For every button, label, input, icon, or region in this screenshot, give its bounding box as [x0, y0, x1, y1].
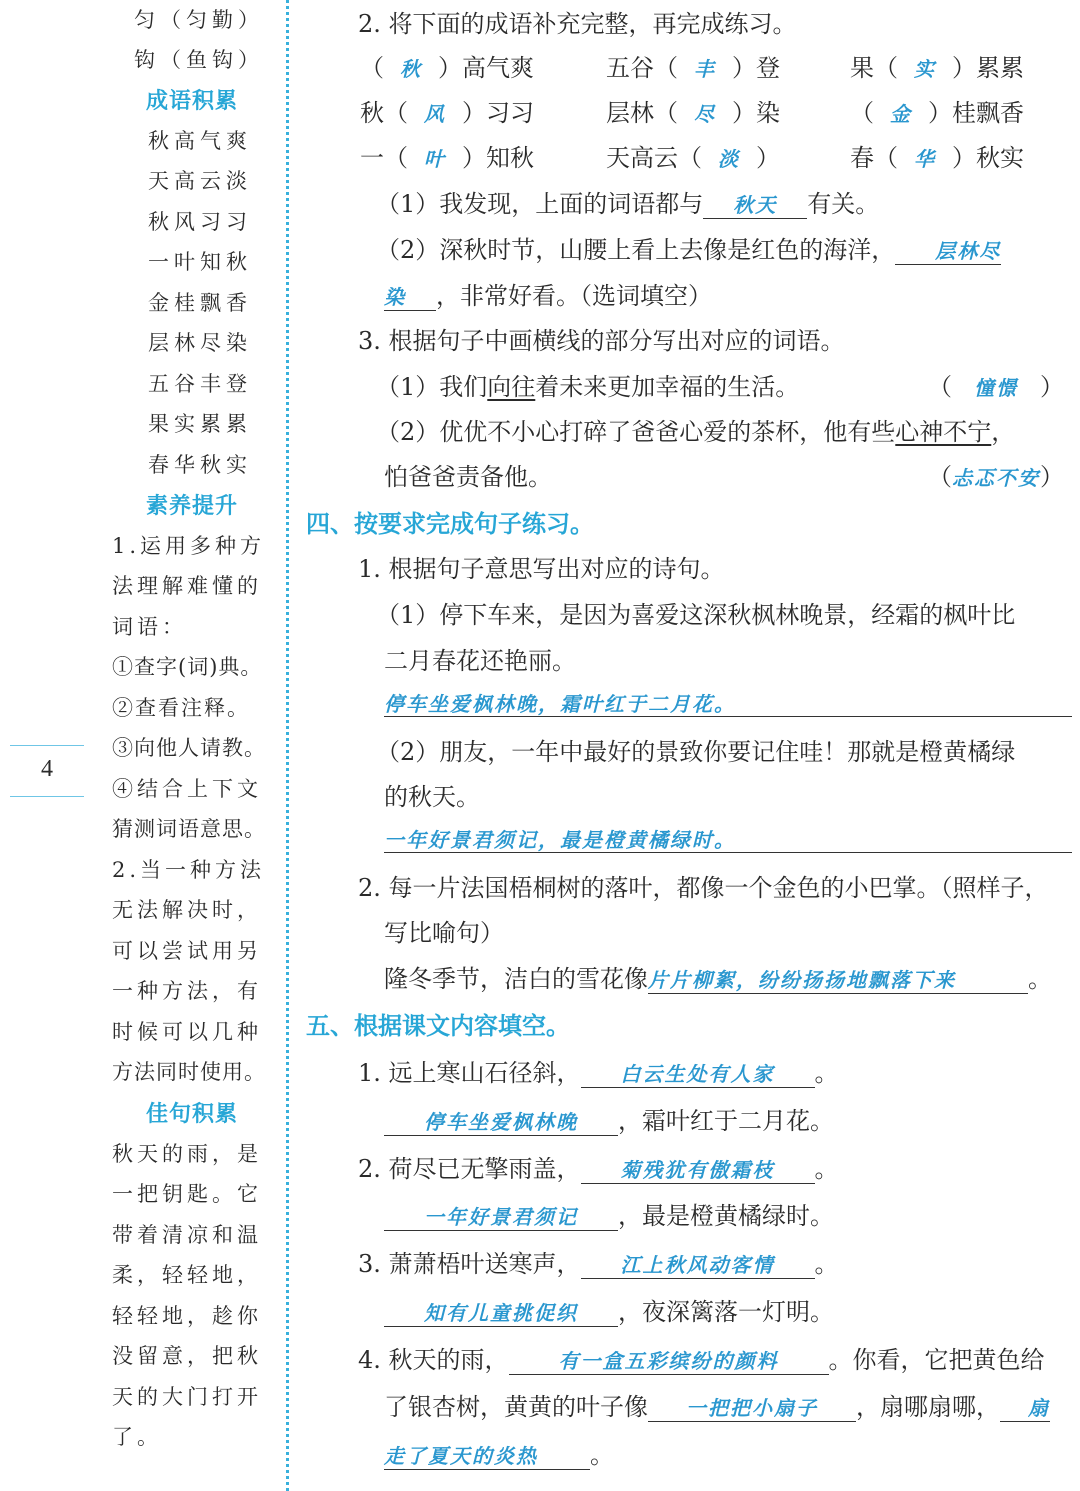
idiom-fill: 一（ 叶 ）知秋 — [360, 144, 534, 172]
answer: 片片柳絮，纷纷扬扬地飘落下来 — [648, 968, 956, 992]
answer: 有一盒五彩缤纷的颜料 — [558, 1349, 779, 1373]
answer: 丰 — [694, 57, 716, 81]
idiom-item: 五谷丰登 — [148, 372, 252, 396]
sec4-q2-fill: 隆冬季节，洁白的雪花像片片柳絮，纷纷扬扬地飘落下来 。 — [384, 965, 1052, 993]
skill-line: 词语： — [112, 615, 187, 639]
idiom-fill: （ 金 ）桂飘香 — [850, 99, 1024, 127]
skill-line: 方法同时使用。 — [112, 1060, 266, 1084]
skill-heading: 素养提升 — [146, 494, 239, 519]
answer: 扇 — [1028, 1396, 1050, 1420]
skill-line: ③向他人请教。 — [112, 736, 266, 760]
idiom-item: 金桂飘香 — [148, 291, 252, 315]
sec5-q4-cont2: 走了夏天的炎热 。 — [384, 1441, 614, 1469]
sec5-q1-cont: 停车坐爱枫林晚 ，霜叶红于二月花。 — [384, 1101, 834, 1136]
skill-line: 可以尝试用另 — [112, 939, 262, 963]
idiom-fill: 秋（ 风 ）习习 — [360, 99, 534, 127]
sidebar-line: 匀（匀勤） — [134, 8, 264, 32]
answer: 一把把小扇子 — [686, 1396, 818, 1420]
q2-title: 2. 将下面的成语补充完整，再完成练习。 — [358, 10, 797, 38]
sidebar-line: 钩（鱼钩） — [134, 48, 264, 72]
idiom-item: 果实累累 — [148, 412, 252, 436]
q3-sub2-answer: （忐忑不安） — [928, 463, 1064, 491]
idiom-fill: （ 秋 ）高气爽 — [360, 54, 534, 82]
sentence-line: 柔，轻轻地， — [112, 1263, 262, 1287]
idiom-item: 一叶知秋 — [148, 250, 252, 274]
answer: 知有儿童挑促织 — [424, 1301, 578, 1325]
answer-line — [384, 686, 1072, 717]
skill-line: 猜测词语意思。 — [112, 817, 266, 841]
answer: 层林尽 — [935, 239, 1002, 263]
answer: 忐忑不安 — [952, 466, 1040, 490]
answer: 菊残犹有傲霜枝 — [620, 1158, 775, 1182]
sentence-line: 天的大门打开 — [112, 1385, 262, 1409]
answer: 金 — [890, 102, 912, 126]
skill-line: 2.当一种方法 — [112, 858, 266, 882]
answer: 叶 — [424, 147, 446, 171]
answer: 白云生处有人家 — [620, 1062, 775, 1086]
page-number: 4 — [41, 756, 53, 782]
q3-sub2-cont: 怕爸爸责备他。 — [384, 463, 552, 491]
skill-line: 法理解难懂的 — [112, 574, 262, 598]
underlined-phrase: 心神不宁 — [895, 418, 992, 446]
answer: 走了夏天的炎热 — [384, 1444, 538, 1468]
sentence-heading: 佳句积累 — [146, 1102, 239, 1127]
skill-line: ②查看注释。 — [112, 696, 250, 720]
answer: 停车坐爱枫林晚 — [424, 1110, 578, 1134]
q3-sub2: （2）优优不小心打碎了爸爸心爱的茶杯，他有些心神不宁， — [376, 418, 1016, 446]
answer: 秋天 — [733, 193, 778, 217]
skill-line: ①查字(词)典。 — [112, 655, 263, 679]
skill-line: 1.运用多种方 — [112, 534, 266, 558]
idiom-fill: 春（ 华 ）秋实 — [850, 144, 1024, 172]
q2-sub2-cont: 染 ，非常好看。（选词填空） — [384, 282, 712, 310]
answer: 染 — [384, 285, 406, 309]
idiom-item: 秋高气爽 — [148, 129, 252, 153]
answer: 尽 — [694, 102, 716, 126]
idiom-fill: 天高云（ 淡 ） — [606, 144, 780, 172]
q2-sub2: （2）深秋时节，山腰上看上去像是红色的海洋， 层林尽 — [376, 236, 1002, 264]
sec4-q2: 2. 每一片法国梧桐树的落叶，都像一个金色的小巴掌。（照样子， — [358, 874, 1049, 902]
idiom-fill: 层林（ 尽 ）染 — [606, 99, 780, 127]
sentence-line: 没留意，把秋 — [112, 1344, 262, 1368]
idiom-fill: 果（ 实 ）累累 — [850, 54, 1024, 82]
sec5-q3-cont: 知有儿童挑促织 ，夜深篱落一灯明。 — [384, 1292, 834, 1327]
idiom-item: 天高云淡 — [148, 169, 252, 193]
answer: 江上秋风动客情 — [620, 1253, 775, 1277]
idiom-item: 层林尽染 — [148, 331, 252, 355]
sentence-line: 了。 — [112, 1425, 162, 1449]
sentence-line: 一把钥匙。它 — [112, 1182, 262, 1206]
sec4-q1-s2: （2）朋友，一年中最好的景致你要记住哇！那就是橙黄橘绿 — [376, 738, 1016, 766]
idiom-heading: 成语积累 — [146, 89, 239, 114]
q3-sub1-answer: （ 憧憬 ） — [928, 373, 1064, 401]
skill-line: ④结合上下文 — [112, 777, 262, 801]
answer: 秋 — [400, 57, 422, 81]
underlined-phrase: 向往 — [487, 373, 536, 401]
sentence-line: 轻轻地，趁你 — [112, 1304, 262, 1328]
sec4-q1-s1-cont: 二月春花还艳丽。 — [384, 647, 576, 675]
idiom-item: 秋风习习 — [148, 210, 252, 234]
idiom-item: 春华秋实 — [148, 453, 252, 477]
column-divider — [286, 0, 289, 1491]
sec4-q1-s2-cont: 的秋天。 — [384, 783, 480, 811]
sec5-q2: 2. 荷尽已无擎雨盖， 菊残犹有傲霜枝 。 — [358, 1155, 839, 1183]
answer: 一年好景君须记，最是橙黄橘绿时。 — [384, 828, 736, 852]
sec5-q3: 3. 萧萧梧叶送寒声， 江上秋风动客情 。 — [358, 1250, 839, 1278]
sec5-q4-cont: 了银杏树，黄黄的叶子像 一把把小扇子 ，扇哪扇哪， 扇 — [384, 1393, 1050, 1421]
section-heading: 五、根据课文内容填空。 — [306, 1012, 570, 1040]
answer: 憧憬 — [974, 376, 1018, 400]
sec4-q1-s1: （1）停下车来，是因为喜爱这深秋枫林晚景，经霜的枫叶比 — [376, 601, 1016, 629]
answer: 华 — [914, 147, 936, 171]
q3-title: 3. 根据句子中画横线的部分写出对应的词语。 — [358, 327, 845, 355]
answer: 风 — [424, 102, 446, 126]
q2-sub1: （1）我发现，上面的词语都与 秋天 有关。 — [376, 190, 880, 218]
q3-sub1: （1）我们向往着未来更加幸福的生活。 — [376, 373, 800, 401]
answer-line — [384, 822, 1072, 853]
skill-line: 一种方法，有 — [112, 979, 262, 1003]
idiom-fill: 五谷（ 丰 ）登 — [606, 54, 780, 82]
sec4-q2-cont: 写比喻句） — [384, 919, 504, 947]
answer: 淡 — [718, 147, 740, 171]
sentence-line: 带着清凉和温 — [112, 1223, 262, 1247]
sec5-q1: 1. 远上寒山石径斜， 白云生处有人家 。 — [358, 1059, 839, 1087]
page-number-rule — [10, 745, 84, 746]
skill-line: 无法解决时， — [112, 898, 262, 922]
page-number-rule — [10, 796, 84, 797]
answer: 停车坐爱枫林晚，霜叶红于二月花。 — [384, 692, 736, 716]
sec5-q2-cont: 一年好景君须记 ，最是橙黄橘绿时。 — [384, 1196, 834, 1231]
answer: 一年好景君须记 — [424, 1205, 578, 1229]
sentence-line: 秋天的雨，是 — [112, 1142, 262, 1166]
section-heading: 四、按要求完成句子练习。 — [306, 510, 594, 538]
skill-line: 时候可以几种 — [112, 1020, 262, 1044]
sec4-q1-title: 1. 根据句子意思写出对应的诗句。 — [358, 555, 725, 583]
answer: 实 — [914, 57, 936, 81]
sec5-q4: 4. 秋天的雨， 有一盒五彩缤纷的颜料 。你看，它把黄色给 — [358, 1346, 1045, 1374]
